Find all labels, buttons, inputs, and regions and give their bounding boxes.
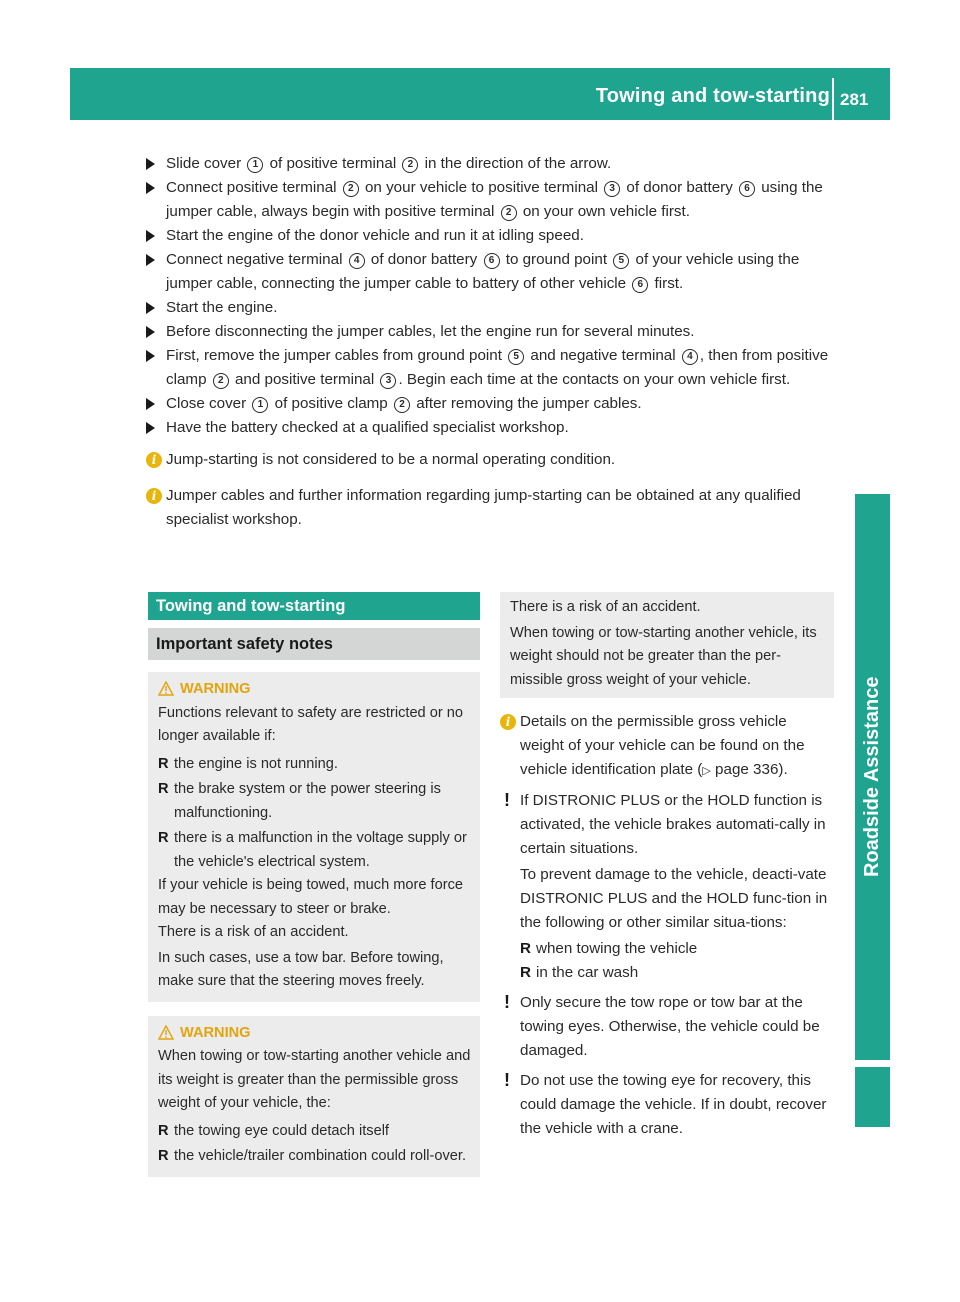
warning-intro: Functions relevant to safety are restricted or no longer available if: <box>158 704 463 744</box>
warning-bullet-text: the engine is not running. <box>174 755 338 772</box>
chapter-tab-marker <box>855 1067 890 1127</box>
triangle-arrow-icon <box>146 230 155 242</box>
damage-note <box>500 1069 834 1141</box>
warning-bullet <box>158 753 472 777</box>
info-icon: i <box>146 452 162 468</box>
step-text: Connect negative terminal <box>166 251 347 268</box>
step-text: using the jumper cable, always begin with positive terminal <box>166 179 823 220</box>
warning-continued-box <box>500 592 834 698</box>
step-text: , then from positive clamp <box>166 347 829 388</box>
instruction-step <box>146 392 838 416</box>
bullet-R-icon: R <box>158 781 169 797</box>
exclamation-icon: ! <box>504 1070 510 1090</box>
callout-number: 2 <box>402 157 418 173</box>
step-text: of your vehicle using the jumper cable, connecting the jumper cable to battery of other vehicle <box>166 251 800 292</box>
callout-number: 6 <box>632 277 648 293</box>
exclamation-icon: ! <box>504 790 510 810</box>
step-text: of positive terminal <box>265 155 401 172</box>
step-text: on your own vehicle first. <box>518 203 690 220</box>
callout-number: 4 <box>349 253 365 269</box>
chapter-tab-label: Roadside Assistance <box>861 676 883 878</box>
note-text: To prevent damage to the vehicle, deacti-vate DISTRONIC PLUS and the HOLD func-tion in the following or other similar situa-tions: <box>520 866 828 931</box>
bullet-R-icon: R <box>158 1122 169 1139</box>
info-note-text: Details on the permissible gross vehicle weight of your vehicle can be found on the vehicle identification plate ( <box>520 713 805 778</box>
step-text: Before disconnecting the jumper cables, let the engine run for several minutes. <box>166 323 695 340</box>
note-text: Only secure the tow rope or tow bar at the towing eyes. Otherwise, the vehicle could be damaged. <box>520 994 820 1059</box>
warning-bullet <box>158 778 472 825</box>
warning-bullet-text: the vehicle/trailer combination could roll-over. <box>174 1148 467 1164</box>
step-text: to ground point <box>501 251 612 268</box>
bullet-R-icon: R <box>158 830 169 846</box>
page-number: 281 <box>840 90 869 109</box>
warning-heading <box>158 678 472 702</box>
instruction-step <box>146 320 838 344</box>
step-text: first. <box>650 275 684 292</box>
warning-intro: When towing or tow-starting another vehicle and its weight is greater than the permissible gross weight of your vehicle, the: <box>158 1048 471 1111</box>
instruction-step <box>146 248 838 296</box>
step-text: and positive terminal <box>230 371 379 388</box>
callout-number: 6 <box>484 253 500 269</box>
triangle-arrow-icon <box>146 158 155 170</box>
triangle-arrow-icon <box>146 302 155 314</box>
warning-triangle-icon <box>158 681 174 696</box>
step-text: Start the engine. <box>166 299 278 316</box>
instruction-step <box>146 176 838 224</box>
subsection-title: Important safety notes <box>148 628 480 660</box>
warning-bullet-text: the towing eye could detach itself <box>174 1122 389 1139</box>
step-text: of donor battery <box>366 251 482 268</box>
callout-number: 2 <box>213 373 229 389</box>
callout-number: 3 <box>604 181 620 197</box>
warning-heading <box>158 1022 472 1046</box>
jump-start-steps <box>146 152 838 532</box>
instruction-step <box>146 416 838 440</box>
info-icon: i <box>500 714 516 730</box>
info-note <box>146 448 838 472</box>
triangle-arrow-icon <box>146 422 155 434</box>
note-bullet <box>520 937 834 961</box>
header-divider <box>832 78 834 120</box>
warning-paragraph: If your vehicle is being towed, much more force may be necessary to steer or brake. <box>158 877 463 917</box>
steps-list <box>146 152 838 440</box>
warning-triangle-icon <box>158 1025 174 1040</box>
step-text: First, remove the jumper cables from ground point <box>166 347 507 364</box>
bullet-R-icon: R <box>158 755 169 772</box>
step-text: of positive clamp <box>270 395 392 412</box>
callout-number: 3 <box>380 373 396 389</box>
instruction-step <box>146 344 838 392</box>
triangle-arrow-icon <box>146 350 155 362</box>
right-column <box>500 592 834 1141</box>
step-text: and negative terminal <box>526 347 680 364</box>
info-note-text: Jumper cables and further information regarding jump-starting can be obtained at any qualified specialist workshop. <box>166 487 801 528</box>
page-header <box>70 68 890 120</box>
triangle-arrow-icon <box>146 398 155 410</box>
warning-bullet-text: there is a malfunction in the voltage supply or the vehicle's electrical system. <box>174 830 467 870</box>
warning-bullet <box>158 1120 472 1144</box>
bullet-R-icon: R <box>520 964 531 981</box>
step-text: after removing the jumper cables. <box>411 395 642 412</box>
warning-label: WARNING <box>180 1024 251 1041</box>
warning-bullet-text: the brake system or the power steering is malfunctioning. <box>174 781 441 821</box>
callout-number: 2 <box>394 397 410 413</box>
step-text: on your vehicle to positive terminal <box>360 179 603 196</box>
warning-paragraph: There is a risk of an accident. <box>158 924 349 940</box>
triangle-arrow-icon <box>146 182 155 194</box>
step-text: Connect positive terminal <box>166 179 341 196</box>
warning-label: WARNING <box>180 681 251 697</box>
bullet-R-icon: R <box>520 940 531 957</box>
callout-number: 4 <box>682 349 698 365</box>
note-bullet-text: in the car wash <box>536 964 639 981</box>
step-text: . Begin each time at the contacts on your own vehicle first. <box>398 371 791 388</box>
callout-number: 5 <box>613 253 629 269</box>
warning-bullet <box>158 1145 472 1169</box>
note-bullet-text: when towing the vehicle <box>536 940 698 957</box>
left-column <box>148 592 480 1177</box>
callout-number: 2 <box>501 205 517 221</box>
page-ref-arrow-icon: ▷ <box>702 765 711 777</box>
instruction-step <box>146 296 838 320</box>
instruction-step <box>146 224 838 248</box>
page-reference-link[interactable]: page 336). <box>710 761 788 778</box>
warning-box <box>148 672 480 1002</box>
warning-paragraph: There is a risk of an accident. <box>510 599 701 615</box>
step-text: of donor battery <box>622 179 738 196</box>
damage-note <box>500 991 834 1063</box>
info-note <box>146 484 838 532</box>
step-text: Have the battery checked at a qualified specialist workshop. <box>166 419 569 436</box>
exclamation-icon: ! <box>504 992 510 1012</box>
note-text: Do not use the towing eye for recovery, this could damage the vehicle. If in doubt, recover the vehicle with a crane. <box>520 1072 827 1137</box>
triangle-arrow-icon <box>146 326 155 338</box>
triangle-arrow-icon <box>146 254 155 266</box>
callout-number: 6 <box>739 181 755 197</box>
note-bullet <box>520 961 834 985</box>
chapter-tab <box>855 494 890 1060</box>
header-title: Towing and tow-starting <box>595 85 830 107</box>
bullet-R-icon: R <box>158 1148 169 1164</box>
warning-bullet <box>158 827 472 874</box>
info-icon: i <box>146 488 162 504</box>
callout-number: 5 <box>508 349 524 365</box>
callout-number: 1 <box>247 157 263 173</box>
warning-box <box>148 1016 480 1177</box>
step-text: Slide cover <box>166 155 246 172</box>
section-title: Towing and tow-starting <box>148 592 480 620</box>
warning-paragraph: When towing or tow-starting another vehicle, its weight should not be greater than the per-missible gross weight of your vehicle. <box>510 624 817 688</box>
damage-note <box>500 789 834 985</box>
warning-paragraph: In such cases, use a tow bar. Before towing, make sure that the steering moves freely. <box>158 949 444 989</box>
note-text: If DISTRONIC PLUS or the HOLD function is activated, the vehicle brakes automati-cally in certain situations. <box>520 792 826 857</box>
step-text: in the direction of the arrow. <box>420 155 612 172</box>
step-text: Close cover <box>166 395 251 412</box>
callout-number: 2 <box>343 181 359 197</box>
step-text: Start the engine of the donor vehicle and run it at idling speed. <box>166 227 584 244</box>
info-note-text: Jump-starting is not considered to be a normal operating condition. <box>166 451 616 468</box>
callout-number: 1 <box>252 397 268 413</box>
info-note <box>500 710 834 783</box>
instruction-step <box>146 152 838 176</box>
